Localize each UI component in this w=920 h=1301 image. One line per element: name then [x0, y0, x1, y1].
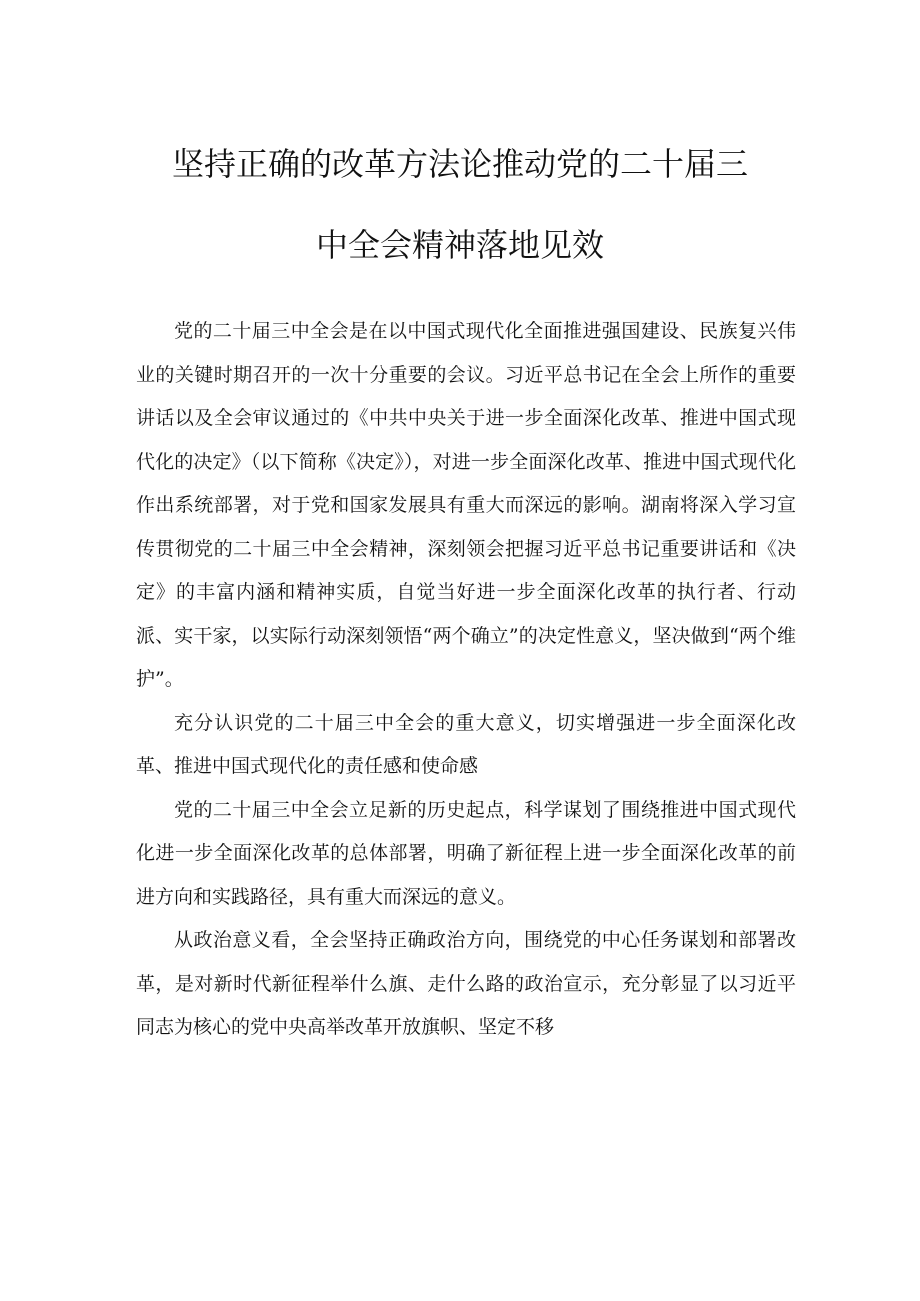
document-title-line-2: 中全会精神落地见效 [315, 226, 604, 264]
paragraph-intro: 党的二十届三中全会是在以中国式现代化全面推进强国建设、民族复兴伟业的关键时期召开的一次十分重要的会议。习近平总书记在全会上所作的重要讲话以及全会审议通过的《中共中央关于进一步全面深化改革、推进中国式现代化的决定》（以下简称《决定》），对进一步全面深化改革、推进中国式现代化作出系统部署，对于党和国家发展具有重大而深远的影响。湖南将深入学习宣传贯彻党的二十届三中全会精神，深刻领会把握习近平总书记重要讲话和《决定》的丰富内涵和精神实质，自觉当好进一步全面深化改革的执行者、行动派、实干家，以实际行动深刻领悟“两个确立”的决定性意义，坚决做到“两个维护”。 [136, 320, 796, 690]
document-body [136, 310, 796, 1050]
paragraph-political-significance: 从政治意义看，全会坚持正确政治方向，围绕党的中心任务谋划和部署改革，是对新时代新征程举什么旗、走什么路的政治宣示，充分彰显了以习近平同志为核心的党中央高举改革开放旗帜、坚定不移 [136, 929, 796, 1038]
paragraph-section-heading: 充分认识党的二十届三中全会的重大意义，切实增强进一步全面深化改革、推进中国式现代化的责任感和使命感 [136, 711, 796, 777]
document-title-line-1: 坚持正确的改革方法论推动党的二十届三 [171, 145, 748, 183]
paragraph-overview: 党的二十届三中全会立足新的历史起点，科学谋划了围绕推进中国式现代化进一步全面深化改革的总体部署，明确了新征程上进一步全面深化改革的前进方向和实践路径，具有重大而深远的意义。 [136, 798, 796, 908]
